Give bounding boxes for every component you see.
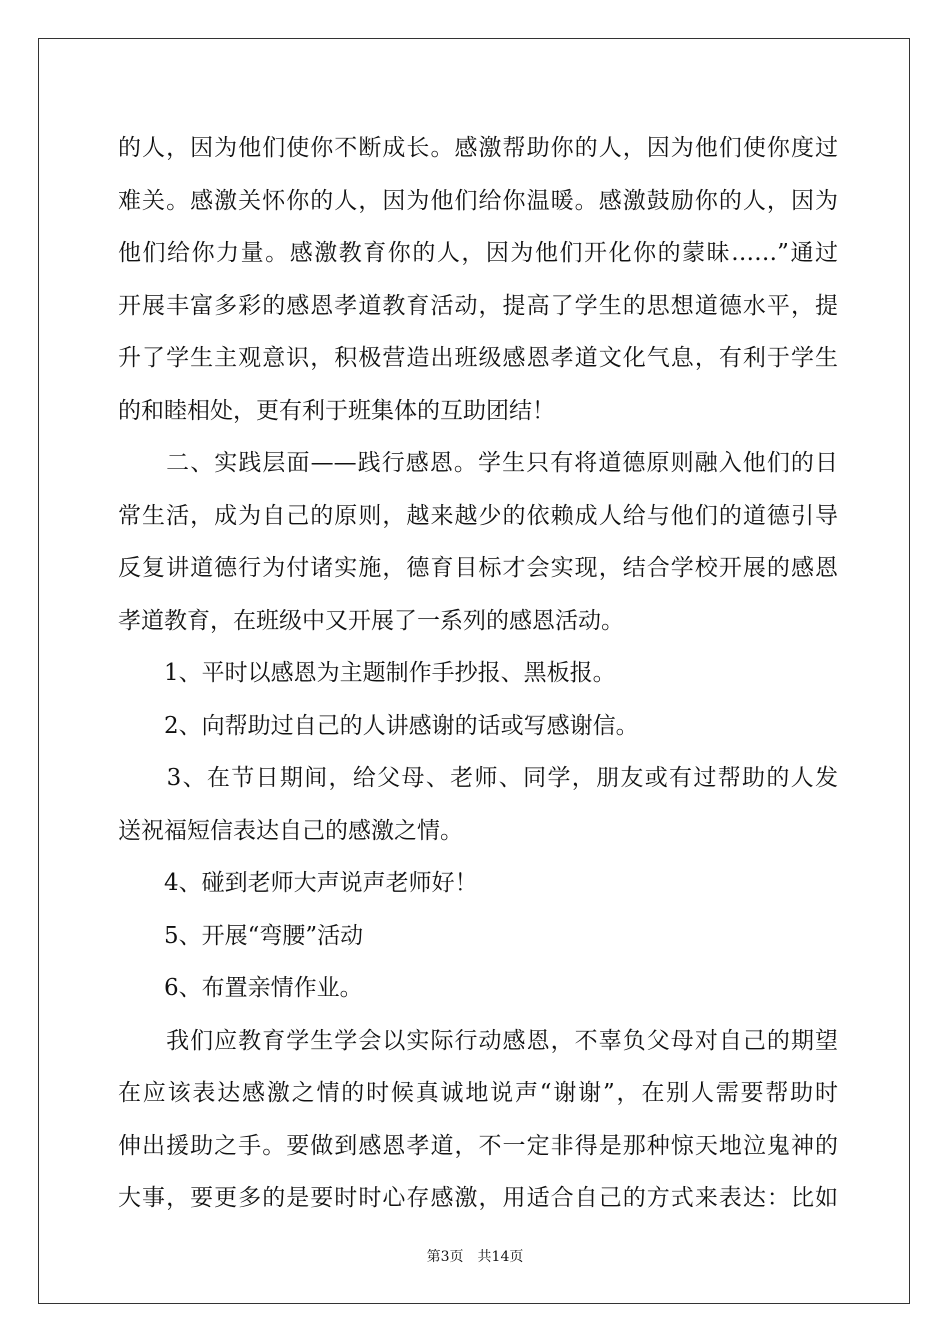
text-line: 4、碰到老师大声说声老师好！ <box>118 870 478 896</box>
text-line: 常生活，成为自己的原则，越来越少的依赖成人给与他们的道德引导 <box>118 502 838 529</box>
text-line: 送祝福短信表达自己的感激之情。 <box>118 817 463 844</box>
text-line: 在应该表达感激之情的时候真诚地说声“谢谢”，在别人需要帮助时 <box>118 1080 838 1106</box>
text-line: 2、向帮助过自己的人讲感谢的话或写感谢信。 <box>118 712 639 739</box>
text-line: 开展丰富多彩的感恩孝道教育活动，提高了学生的思想道德水平，提 <box>118 292 838 319</box>
document-body <box>118 122 838 1225</box>
page-footer: 第3页 共14页 <box>426 1249 524 1265</box>
text-line: 我们应教育学生学会以实际行动感恩，不辜负父母对自己的期望 <box>118 1027 838 1054</box>
text-line: 反复讲道德行为付诸实施，德育目标才会实现，结合学校开展的感恩 <box>118 555 838 581</box>
text-line: 的和睦相处，更有利于班集体的互助团结！ <box>118 397 555 424</box>
text-line: 孝道教育，在班级中又开展了一系列的感恩活动。 <box>118 607 624 634</box>
text-line: 大事，要更多的是要时时心存感激，用适合自己的方式来表达：比如 <box>118 1185 838 1211</box>
text-line: 的人，因为他们使你不断成长。感激帮助你的人，因为他们使你度过 <box>118 135 838 161</box>
text-line: 难关。感激关怀你的人，因为他们给你温暖。感激鼓励你的人，因为 <box>118 187 838 214</box>
text-line: 伸出援助之手。要做到感恩孝道，不一定非得是那种惊天地泣鬼神的 <box>118 1132 838 1159</box>
text-line: 3、在节日期间，给父母、老师、同学，朋友或有过帮助的人发 <box>118 765 838 791</box>
text-line: 6、布置亲情作业。 <box>118 975 363 1001</box>
text-line: 5、开展“弯腰”活动 <box>118 922 364 949</box>
text-line: 他们给你力量。感激教育你的人，因为他们开化你的蒙昧……”通过 <box>118 240 838 266</box>
text-line: 升了学生主观意识，积极营造出班级感恩孝道文化气息，有利于学生 <box>118 345 838 371</box>
text-line: 1、平时以感恩为主题制作手抄报、黑板报。 <box>118 660 616 686</box>
text-line: 二、实践层面——践行感恩。学生只有将道德原则融入他们的日 <box>118 450 838 476</box>
